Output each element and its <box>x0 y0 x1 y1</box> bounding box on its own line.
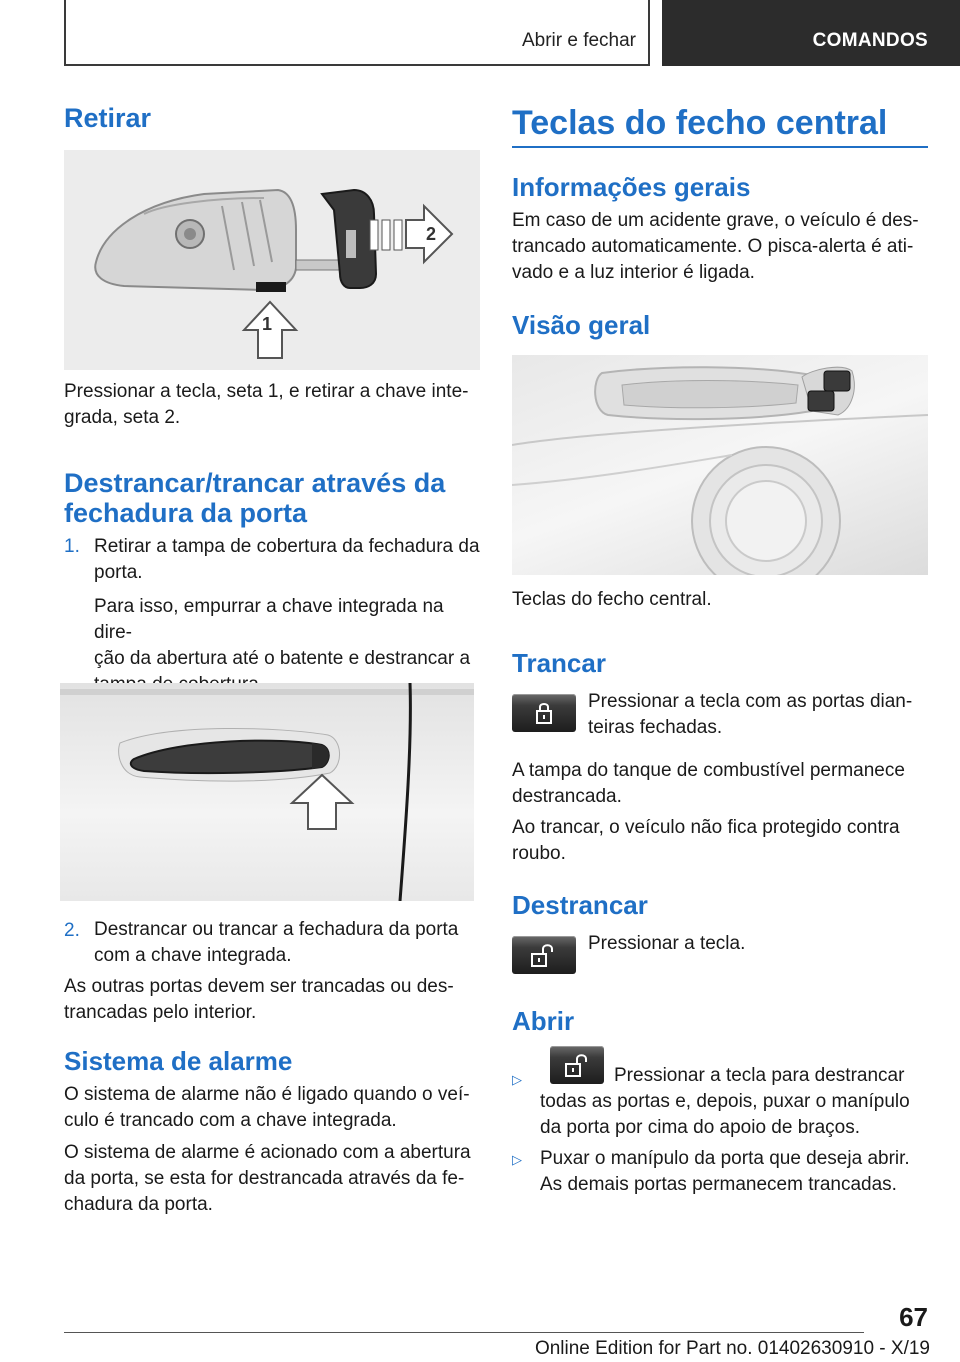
abrir-bullet-1-text: Pressionar a tecla para destrancar <box>614 1065 905 1086</box>
step-1-subtext: Para isso, empurrar a chave integrada na dire- ção da abertura até o batente e destrancar a <box>94 596 471 669</box>
trancar-text: Pressionar a tecla com as portas dian- teiras fechadas. <box>588 691 913 738</box>
teclas-heading-rule <box>512 146 928 148</box>
unlock-key-button <box>512 936 576 974</box>
trancar-paragraph-2: Ao trancar, o veículo não fica protegido contra roubo. <box>512 817 900 864</box>
alarme-heading: Sistema de alarme <box>64 1046 293 1076</box>
door-handle-illustration <box>60 683 474 901</box>
visao-geral-caption: Teclas do fecho central. <box>512 589 712 610</box>
lock-key-button <box>512 694 576 732</box>
lock-icon <box>512 694 576 732</box>
abrir-bullet-1-continuation: todas as portas e, depois, puxar o manípulo da porta por cima do apoio de braços. <box>540 1091 910 1138</box>
unlock-key-button-inline <box>550 1046 604 1084</box>
page-number: 67 <box>899 1302 928 1332</box>
outras-portas-text: As outras portas devem ser trancadas ou des- trancadas pelo interior. <box>64 976 454 1023</box>
door-panel-illustration <box>512 355 928 575</box>
step-2-number: 2. <box>64 920 80 941</box>
trancar-heading: Trancar <box>512 648 606 678</box>
unlock-button-bottom[interactable] <box>808 391 834 411</box>
bullet-triangle-icon: ▷ <box>512 1072 522 1087</box>
info-gerais-heading: Informações gerais <box>512 172 751 202</box>
alarme-paragraph-2: O sistema de alarme é acionado com a abertura da porta, se esta for destrancada através da fe- chadura da porta. <box>64 1142 471 1215</box>
teclas-heading: Teclas do fecho central <box>512 104 888 142</box>
abrir-heading: Abrir <box>512 1006 575 1036</box>
footer-edition-text: Online Edition for Part no. 01402630910 - X/19 <box>534 1338 930 1359</box>
visao-geral-heading: Visão geral <box>512 310 651 340</box>
door-handle-figure <box>60 683 474 901</box>
unlock-icon <box>550 1046 604 1084</box>
abrir-bullet-2-text: Puxar o manípulo da porta que deseja abrir. As demais portas permanecem trancadas. <box>540 1148 910 1195</box>
lock-button-top[interactable] <box>824 371 850 391</box>
arrow-up-icon <box>292 775 352 829</box>
step-1-text: Retirar a tampa de cobertura da fechadura da porta. <box>94 536 480 583</box>
retirar-text: Pressionar a tecla, seta 1, e retirar a chave inte- grada, seta 2. <box>64 381 469 428</box>
header-rule <box>64 64 650 66</box>
info-gerais-text: Em caso de um acidente grave, o veículo é des- trancado automaticamente. O pisca-alerta é ati- vado e a luz interior é ligada. <box>512 210 919 283</box>
destrancar-fechadura-heading: Destrancar/trancar através da fechadura da porta <box>64 468 446 528</box>
header-section-title: Abrir e fechar <box>521 30 636 51</box>
alarme-paragraph-1: O sistema de alarme não é ligado quando o veí- culo é trancado com a chave integrada. <box>64 1084 470 1131</box>
key-removal-illustration <box>64 150 480 370</box>
destrancar-text: Pressionar a tecla. <box>588 933 746 954</box>
central-lock-buttons-figure <box>512 355 928 575</box>
step-2-text: Destrancar ou trancar a fechadura da porta com a chave integrada. <box>94 919 459 966</box>
step-1-number: 1. <box>64 536 80 557</box>
arrow-label-1: 1 <box>262 314 273 334</box>
header-section-border <box>648 0 650 66</box>
header-left-border <box>64 0 66 66</box>
key-removal-figure <box>64 150 480 370</box>
destrancar-heading: Destrancar <box>512 890 648 920</box>
unlock-icon <box>512 936 576 974</box>
retirar-heading: Retirar <box>64 103 152 133</box>
arrow-right-icon <box>370 206 452 262</box>
footer-rule <box>64 1332 864 1333</box>
bullet-triangle-icon: ▷ <box>512 1152 522 1167</box>
arrow-label-2: 2 <box>426 224 437 244</box>
trancar-paragraph-1: A tampa do tanque de combustível permanece destrancada. <box>512 760 905 807</box>
header-chapter-label: COMANDOS <box>812 30 928 51</box>
